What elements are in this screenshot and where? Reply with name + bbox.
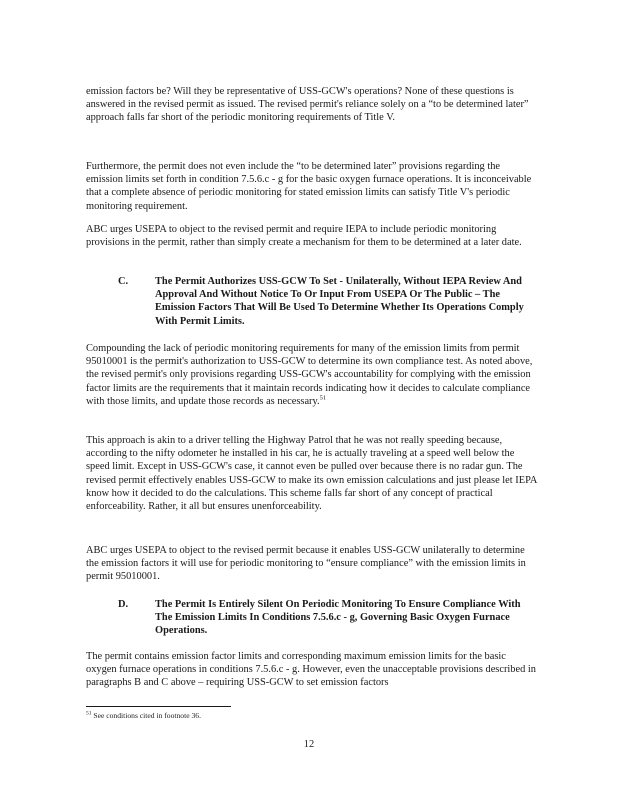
- paragraph-emission-factors: emission factors be? Will they be representative of USS-GCW's operations? None of these questions is answered in the revised permit as issued. The revised permit's reliance solely on a “to be determined later” approach falls far short of the periodic monitoring requirements of Title V.: [86, 86, 529, 124]
- section-letter-d: D.: [118, 599, 129, 610]
- paragraph-furthermore: Furthermore, the permit does not even include the “to be determined later” provisions regarding the emission limits set forth in condition 7.5.6.c - g for the basic oxygen furnace operations. It is inconceivable that a complete absence of periodic monitoring for stated emission limits can satisfy Title V's periodic monitoring requirement.: [86, 161, 532, 212]
- section-heading-d: [118, 598, 538, 638]
- paragraph-compounding: [86, 342, 538, 408]
- paragraph-driver-analogy: This approach is akin to a driver telling the Highway Patrol that he was not really speeding because, according to the nifty odometer he installed in his car, he is actually traveling at a speed well below the speed limit. Except in USS-GCW's case, it cannot even be pulled over because there is no radar gun. The revised permit effectively enables USS-GCW to make its own emission calculations and just please let IEPA know how it decided to do the calculations. This scheme falls far short of any concept of practical enforceability. Rather, it all but ensures unenforceability.: [86, 435, 537, 513]
- section-letter-c: C.: [118, 276, 129, 287]
- footnote-divider: [86, 706, 231, 707]
- page-number: 12: [303, 739, 315, 750]
- paragraph-abc-urges-periodic: ABC urges USEPA to object to the revised permit and require IEPA to include periodic monitoring provisions in the permit, rather than simply create a mechanism for them to be determined at a later date.: [86, 224, 522, 249]
- paragraph-abc-urges-unilateral: ABC urges USEPA to object to the revised permit because it enables USS-GCW unilaterally to determine the emission factors it will use for periodic monitoring to “ensure compliance” with the emission limits in permit 95010001.: [86, 545, 526, 583]
- footnote-number: 51: [86, 710, 92, 717]
- paragraph-compounding-text: Compounding the lack of periodic monitoring requirements for many of the emission limits from permit 95010001 is the permit's authorization to USS-GCW to determine its own compliance test. As noted above, the revised permit's only provisions regarding USS-GCW's accountability for complying with the emission factor limits are the requirements that it maintain records indicating how it decides to calculate compliance with those limits, and update those records as necessary.: [86, 343, 533, 407]
- footnote: [86, 711, 201, 720]
- footnote-reference: 51: [319, 394, 327, 402]
- section-heading-c: [118, 275, 538, 328]
- section-title-d: The Permit Is Entirely Silent On Periodic Monitoring To Ensure Compliance With The Emission Limits In Conditions 7.5.6.c - g, Governing Basic Oxygen Furnace Operations.: [155, 599, 521, 637]
- footnote-text: See conditions cited in footnote 36.: [93, 711, 201, 720]
- paragraph-permit-contains: The permit contains emission factor limits and corresponding maximum emission limits for the basic oxygen furnace operations in conditions 7.5.6.c - g. However, even the unacceptable provisions described in paragraphs B and C above – requiring USS-GCW to set emission factors: [86, 651, 536, 689]
- section-title-c: The Permit Authorizes USS-GCW To Set - Unilaterally, Without IEPA Review And Approval And Without Notice To Or Input From USEPA Or The Public – The Emission Factors That Will Be Used To Determine Whether Its Operations Comply With Permit Limits.: [155, 276, 524, 327]
